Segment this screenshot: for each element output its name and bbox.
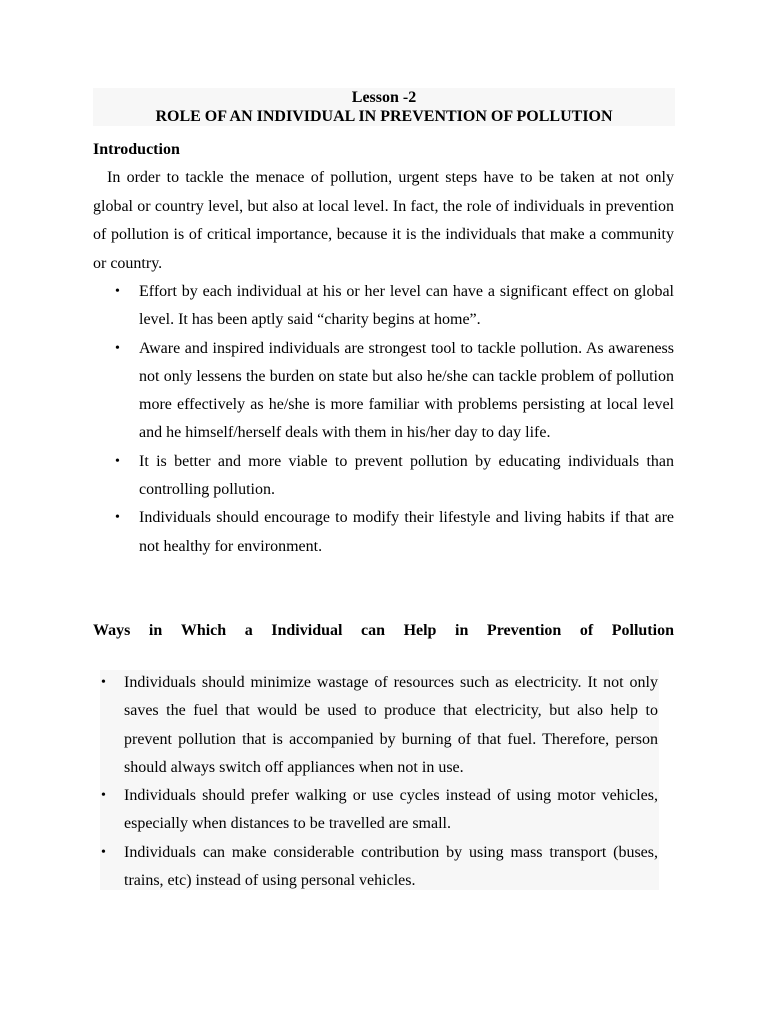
list-item — [115, 278, 674, 335]
ways-heading-word: of — [579, 622, 594, 639]
bullet-icon: • — [101, 675, 106, 690]
list-item-text: It is better and more viable to prevent pollution by educating individuals than controlling pollution. — [139, 452, 674, 499]
list-item-text: Aware and inspired individuals are strongest tool to tackle pollution. As awareness not only lessens the burden on state but also he/she can tackle problem of pollution more effectively as he/she is more familiar with problems persisting at local level and he himself/herself deals with them in his/her day to day life. — [139, 339, 674, 442]
bullet-icon: • — [115, 284, 120, 299]
ways-heading-word: Pollution — [611, 622, 674, 639]
title-block — [93, 88, 675, 126]
list-item-text: Individuals can make considerable contribution by using mass transport (buses, trains, etc) instead of using personal vehicles. — [124, 843, 658, 890]
list-item-text: Individuals should minimize wastage of resources such as electricity. It not only saves the fuel that would be used to produce that electricity, but also help to prevent pollution that is accompanied by burning of that fuel. Therefore, person should always switch off appliances when not in use. — [124, 674, 658, 776]
list-item — [115, 504, 674, 561]
bullet-icon: • — [115, 510, 120, 526]
list-item — [101, 839, 658, 896]
ways-heading-word: can — [361, 622, 385, 639]
ways-heading-word: Ways — [93, 622, 131, 639]
ways-heading — [93, 621, 674, 641]
ways-heading-word: Prevention — [486, 622, 562, 639]
lesson-title: ROLE OF AN INDIVIDUAL IN PREVENTION OF POLLUTION — [155, 108, 613, 125]
ways-heading-word: in — [148, 622, 163, 639]
introduction-paragraph: In order to tackle the menace of pollution, urgent steps have to be taken at not only global or country level, but also at local level. In fact, the role of individuals in prevention of pollution is of critical importance, because it is the individuals that make a community or country. — [93, 169, 674, 272]
ways-heading-word: a — [244, 622, 253, 639]
ways-heading-word: Individual — [271, 622, 343, 639]
list-item — [101, 782, 658, 839]
ways-bullet-list — [101, 669, 658, 895]
lesson-label: Lesson -2 — [351, 89, 417, 106]
bullet-icon: • — [101, 788, 106, 804]
bullet-icon: • — [115, 453, 120, 469]
list-item-text: Individuals should prefer walking or use cycles instead of using motor vehicles, especially when distances to be travelled are small. — [124, 787, 658, 833]
list-item — [115, 448, 674, 505]
list-item-text: Individuals should encourage to modify their lifestyle and living habits if that are not healthy for environment. — [139, 509, 674, 555]
list-item — [115, 335, 674, 448]
bullet-icon: • — [101, 844, 106, 860]
bullet-icon: • — [115, 340, 120, 356]
ways-heading-word: in — [455, 622, 469, 639]
list-item-text: Effort by each individual at his or her level can have a significant effect on global level. It has been aptly said “charity begins at home”. — [139, 283, 674, 329]
introduction-heading: Introduction — [93, 141, 180, 158]
ways-heading-word: Help — [403, 622, 437, 639]
ways-heading-word: Which — [180, 622, 227, 639]
list-item — [101, 669, 658, 782]
introduction-bullet-list — [115, 278, 674, 561]
